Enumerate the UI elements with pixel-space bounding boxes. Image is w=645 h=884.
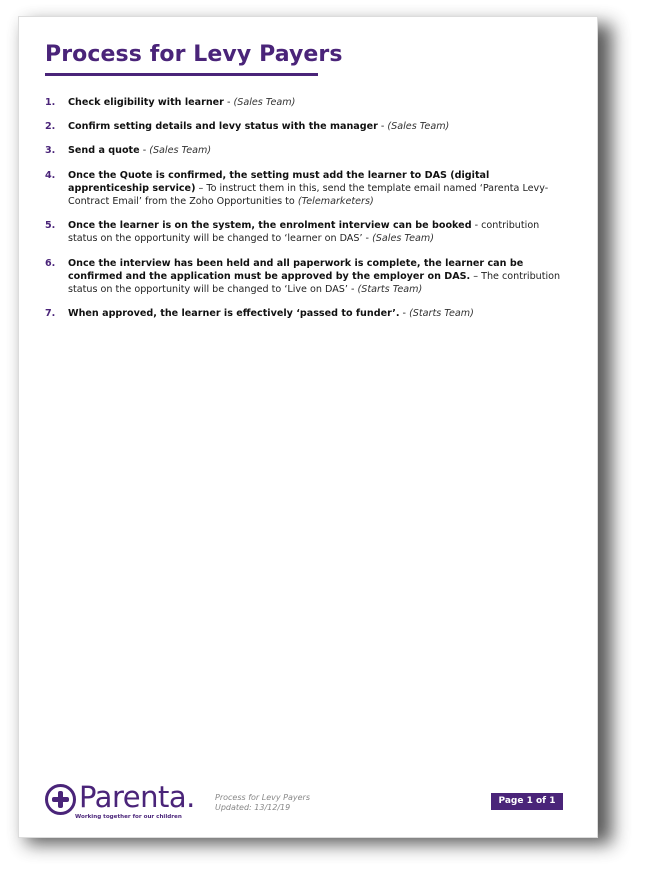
step-number: 3. <box>45 145 56 157</box>
list-item <box>45 120 565 133</box>
step-team: (Sales Team) <box>372 233 434 245</box>
logo-wordmark: Parenta. <box>79 780 195 814</box>
title-underline <box>45 73 318 76</box>
list-item <box>45 257 565 297</box>
step-team: (Sales Team) <box>149 145 212 157</box>
step-heading: Send a quote <box>68 145 140 157</box>
step-heading: Check eligibility with learner <box>68 97 224 108</box>
step-heading: Confirm setting details and levy status with the manager <box>68 121 378 133</box>
step-text: - <box>223 97 234 108</box>
footer-updated: Updated: 13/12/19 <box>215 803 291 812</box>
step-team: (Starts Team) <box>409 308 474 320</box>
step-number: 1. <box>45 97 56 108</box>
page-number-badge: Page 1 of 1 <box>491 793 563 810</box>
step-heading: Once the learner is on the system, the enrolment interview can be booked <box>68 220 472 232</box>
step-number: 6. <box>45 257 56 269</box>
list-item <box>45 144 565 157</box>
list-item <box>45 96 565 109</box>
step-text: - <box>377 121 388 133</box>
step-number: 7. <box>45 308 56 320</box>
step-text: – To instruct them in this, send the template email named ‘Parenta Levy- Contract Email’ from the Zoho Opportunities to <box>68 182 549 208</box>
step-number: 4. <box>45 169 56 181</box>
step-heading: Once the Quote is confirmed, the setting must add the learner to DAS (digital apprenticeship service) <box>68 169 490 194</box>
list-item <box>45 169 565 209</box>
steps-list <box>45 96 565 331</box>
step-text: - <box>139 145 150 157</box>
parenta-logo <box>45 781 215 825</box>
step-heading: Once the interview has been held and all paperwork is complete, the learner can be confirmed and the application must be approved by the employer on DAS. <box>68 257 524 282</box>
step-text: – The contribution status on the opportunity will be changed to ‘Live on DAS’ - <box>68 270 561 296</box>
step-team: (Sales Team) <box>387 121 450 133</box>
step-heading: When approved, the learner is effectively ‘passed to funder’. <box>68 308 400 320</box>
step-team: (Sales Team) <box>233 97 296 108</box>
step-team: (Telemarketers) <box>297 196 374 208</box>
step-text: - <box>399 308 410 320</box>
logo-plus-horizontal <box>52 797 69 802</box>
list-item <box>45 219 565 245</box>
footer-doc-name: Process for Levy Payers <box>215 793 310 802</box>
step-text: - contribution status on the opportunity will be changed to ‘learner on DAS’ - <box>68 220 540 245</box>
logo-tagline: Working together for our children <box>75 814 182 820</box>
step-number: 5. <box>45 220 56 232</box>
footer-meta <box>215 793 310 813</box>
step-number: 2. <box>45 121 56 133</box>
step-team: (Starts Team) <box>357 284 423 296</box>
list-item <box>45 307 565 320</box>
page-title: Process for Levy Payers <box>45 42 343 67</box>
document-page <box>18 16 598 838</box>
